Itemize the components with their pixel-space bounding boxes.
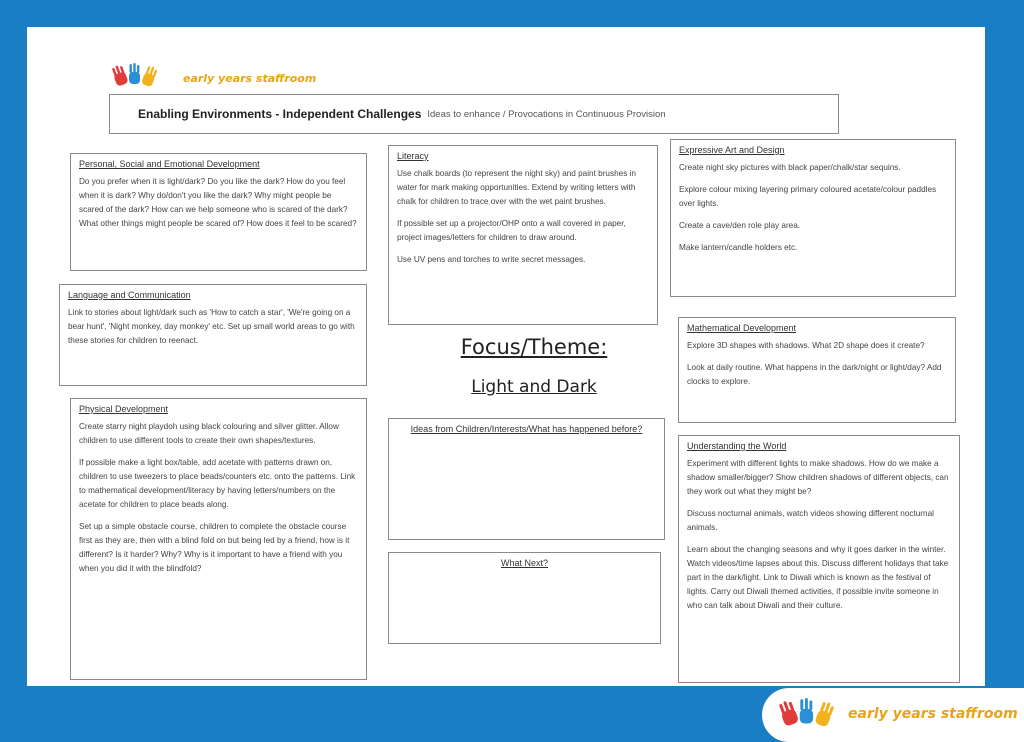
section-text: Create starry night playdoh using black colouring and silver glitter. Allow children to use different tools to create their own shapes/textures. — [79, 422, 339, 445]
section-text: Create a cave/den role play area. — [679, 221, 801, 230]
section-ideas — [388, 418, 665, 540]
section-text: Experiment with different lights to make shadows. How do we make a shadow smaller/bigger? Show children shadows of different objects, can they work out what they might be? — [687, 459, 949, 496]
section-heading: What Next? — [500, 558, 549, 568]
section-language — [59, 284, 367, 386]
section-maths — [678, 317, 956, 423]
title-bar — [109, 94, 839, 134]
section-psed — [70, 153, 367, 271]
section-physical — [70, 398, 367, 680]
section-text: Learn about the changing seasons and why it goes darker in the winter. Watch videos/time lapses about this. Discuss different holidays that take part in the dark/light. Link to Diwali which is known as the festival of lights. Carry out Diwali themed activities, if possible invite someone in who can talk about Diwali and their culture. — [687, 545, 949, 610]
section-heading: Ideas from Children/Interests/What has happened before? — [410, 424, 643, 434]
page-title: Enabling Environments - Independent Challenges — [138, 107, 422, 121]
section-expressive-art — [670, 139, 956, 297]
hands-logo-icon — [111, 63, 159, 96]
section-heading: Physical Development — [79, 404, 169, 414]
focus-theme: Light and Dark — [471, 377, 597, 397]
section-heading: Personal, Social and Emotional Development — [79, 159, 260, 169]
section-literacy — [388, 145, 658, 325]
footer-badge — [762, 688, 1024, 742]
footer-brand-name: early years staffroom — [848, 706, 1018, 722]
section-text: Create night sky pictures with black paper/chalk/star sequins. — [679, 163, 901, 172]
focus-label: Focus/Theme: — [460, 335, 608, 359]
section-text: Look at daily routine. What happens in the dark/night or light/day? Add clocks to explore. — [687, 363, 942, 386]
document-sheet — [27, 27, 985, 686]
section-understanding-world — [678, 435, 960, 683]
section-heading: Expressive Art and Design — [679, 145, 785, 155]
section-text: If possible set up a projector/OHP onto a wall covered in paper, project images/letters for children to draw around. — [397, 219, 626, 242]
section-heading: Mathematical Development — [687, 323, 797, 333]
hands-logo-icon — [776, 698, 838, 737]
section-text: Explore 3D shapes with shadows. What 2D shape does it create? — [687, 341, 925, 350]
section-text: Make lantern/candle holders etc. — [679, 243, 798, 252]
brand-name: early years staffroom — [183, 72, 317, 85]
section-heading: Understanding the World — [687, 441, 787, 451]
section-heading: Literacy — [397, 151, 429, 161]
section-text: Use chalk boards (to represent the night sky) and paint brushes in water for mark making opportunities. Extend by writing letters with chalk for children to trace over with the wet paint brushes. — [397, 169, 636, 206]
section-text: Use UV pens and torches to write secret messages. — [397, 255, 586, 264]
section-text: If possible make a light box/table, add acetate with patterns drawn on, children to use tweezers to place beads/counters etc. onto the patterns. Link to mathematical development/literacy by having letters/numbers on the acetate for children to place beads along. — [79, 458, 356, 509]
section-text: Do you prefer when it is light/dark? Do you like the dark? How do you feel when it is dark? Why do/don't you like the dark? Why might people be scared of the dark? How can we help someone who is scared of the dark? What other things might people be scared of? How does it feel to be scared? — [79, 177, 357, 228]
section-text: Link to stories about light/dark such as 'How to catch a star', 'We're going on a bear hunt', 'Night monkey, day monkey' etc. Set up small world areas to go with these stories for children to reenact. — [68, 308, 355, 345]
section-heading: Language and Communication — [68, 290, 191, 300]
page-subtitle: Ideas to enhance / Provocations in Continuous Provision — [427, 108, 666, 120]
section-text: Discuss nocturnal animals, watch videos showing different nocturnal animals. — [687, 509, 934, 532]
section-text: Set up a simple obstacle course, children to complete the obstacle course first as they are, then with a blind fold on but being led by a friend, how is it different? Is it harder? Why? Why is it important to have a friend with you when you did it with the blindfold? — [79, 522, 350, 573]
section-text: Explore colour mixing layering primary coloured acetate/colour paddles over lights. — [679, 185, 937, 208]
section-what-next — [388, 552, 661, 644]
